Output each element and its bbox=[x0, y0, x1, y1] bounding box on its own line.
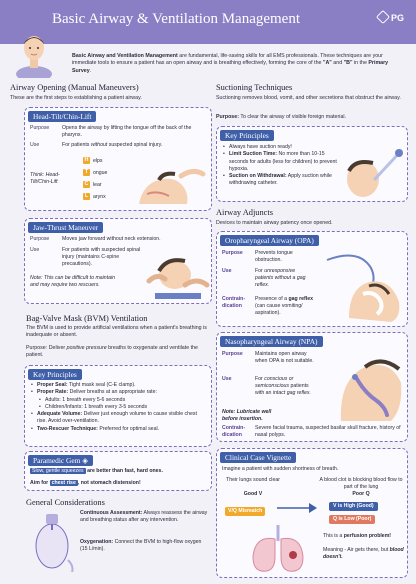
arrow-right-icon bbox=[275, 501, 319, 515]
list-item: • Adequate Volume: Deliver just enough volume to cause visible chest rise. Avoid over-ventilation. bbox=[31, 411, 207, 426]
purpose-label: Purpose bbox=[30, 125, 50, 131]
mnemonic-letter-l: L bbox=[84, 193, 89, 199]
mnemonic-letter-c: C bbox=[84, 181, 89, 187]
use-label: Use bbox=[30, 247, 40, 253]
airway-opening-heading: Airway Opening (Manual Maneuvers) bbox=[10, 83, 139, 92]
card-title: Key Principles bbox=[220, 130, 274, 141]
logo-text: PG bbox=[390, 13, 404, 23]
gem-line-1: Slow, gentle squeezes are better than fast, hard ones. bbox=[32, 468, 163, 474]
bvm-key-principles-card bbox=[24, 365, 212, 447]
list-item: • Suction on Withdrawal: Apply suction while withdrawing catheter. bbox=[223, 173, 339, 188]
opa-card bbox=[216, 231, 408, 327]
list-item: • Two-Rescuer Technique: Preferred for optimal seal. bbox=[31, 426, 207, 433]
mnemonic-letter-t: T bbox=[84, 169, 89, 175]
vq-mismatch-badge: V/Q Mismatch bbox=[225, 507, 265, 516]
use-text: For conscious or semiconscious patients with an intact gag reflex. bbox=[255, 376, 311, 397]
list-item: • Always have suction ready! bbox=[223, 144, 339, 151]
poor-q: Poor Q bbox=[352, 491, 370, 497]
oxygenation: Oxygenation: Connect the BVM to high-flow oxygen (15 L/min). bbox=[80, 539, 202, 553]
mnemonic-word: lear bbox=[93, 182, 102, 188]
head-tilt-illustration bbox=[129, 154, 209, 208]
suctioning-heading: Suctioning Techniques bbox=[216, 83, 293, 92]
good-v: Good V bbox=[243, 491, 263, 497]
mnemonic-word: ongue bbox=[93, 170, 108, 176]
paramedic-gem-card bbox=[24, 451, 212, 491]
general-considerations-heading: General Considerations bbox=[26, 498, 105, 507]
suction-key-principles-card bbox=[216, 126, 408, 202]
card-title: Jaw-Thrust Maneuver bbox=[28, 222, 103, 233]
page-header bbox=[0, 0, 416, 44]
jaw-thrust-illustration bbox=[145, 241, 211, 301]
card-title: Clinical Case Vignette bbox=[220, 452, 296, 463]
bvm-purpose: Purpose: Deliver positive pressure breaths to oxygenate and ventilate the patient. bbox=[26, 345, 198, 359]
gem-icon: ◈ bbox=[82, 456, 88, 465]
npa-note: Note: Lubricate well before insertion. bbox=[222, 409, 272, 423]
bvm-desc: The BVM is used to provide artificial ventilations when a patient's breathing is inadequate or absent. bbox=[26, 325, 207, 339]
head-tilt-chin-lift-card bbox=[24, 107, 212, 211]
list-item: • Children/Infants: 1 breath every 3-5 seconds bbox=[31, 404, 207, 411]
list-item: • Proper Seal: Tight mask seal (C-E clamp). bbox=[31, 382, 207, 389]
use-text: For patients without suspected spinal injury. bbox=[62, 142, 163, 148]
contraindication-label: Contrain-dication bbox=[222, 296, 246, 309]
use-text: For patients with suspected spinal injury (maintains C-spine precautions). bbox=[62, 247, 141, 268]
suction-principles-list bbox=[223, 144, 339, 188]
lungs-illustration bbox=[247, 521, 309, 575]
jaw-thrust-note: Note: This can be difficult to maintain and may require two rescuers. bbox=[30, 275, 116, 289]
diamond-logo-icon bbox=[376, 10, 390, 24]
purpose-text: Moves jaw forward without neck extension. bbox=[62, 236, 161, 242]
v-high-badge: V is High (Good) bbox=[329, 502, 378, 511]
bvm-heading: Bag-Valve Mask (BVM) Ventilation bbox=[26, 314, 148, 323]
card-title: Key Principles bbox=[28, 369, 82, 380]
list-item: • Adults: 1 breath every 5-6 seconds bbox=[31, 397, 207, 404]
case-intro: Imagine a patient with sudden shortness of breath. bbox=[222, 466, 339, 472]
perfusion-problem: This is a perfusion problem! bbox=[323, 533, 392, 539]
perfusion-meaning: Meaning - Air gets there, but blood doesn't. bbox=[323, 547, 404, 561]
purpose-label: Purpose bbox=[222, 351, 243, 357]
purpose-label: Purpose bbox=[30, 236, 50, 242]
blood-clot: A blood clot is blocking blood flow to part of the lung bbox=[319, 477, 403, 491]
suction-illustration bbox=[341, 141, 405, 199]
mnemonic-letter-h: H bbox=[84, 157, 89, 163]
use-label: Use bbox=[222, 376, 232, 382]
bvm-device-illustration bbox=[28, 510, 76, 572]
list-item: • Limit Suction Time: No more than 10-15 seconds for adults (less for children) to prevent hypoxia. bbox=[223, 151, 339, 173]
brand-logo bbox=[378, 12, 404, 24]
patient-avatar-illustration bbox=[14, 30, 54, 78]
card-title: Head-Tilt/Chin-Lift bbox=[28, 111, 96, 122]
purpose-text: Maintains open airway when OPA is not suitable. bbox=[255, 351, 314, 365]
list-item: • Proper Rate: Deliver breaths at an appropriate rate: bbox=[31, 389, 207, 396]
purpose-label: Purpose bbox=[222, 250, 243, 256]
use-text: For unresponsive patients without a gag reflex. bbox=[255, 268, 306, 289]
gem-line-2: Aim for chest rise , not stomach distension! bbox=[30, 480, 141, 486]
card-title: Paramedic Gem ◈ bbox=[28, 455, 93, 466]
lungs-clear: Their lungs sound clear bbox=[226, 477, 280, 483]
contraindication-text: Presence of a gag reflex (can cause vomiting/ aspiration). bbox=[255, 296, 313, 317]
use-label: Use bbox=[30, 142, 40, 148]
q-low-badge: Q is Low (Poor) bbox=[329, 515, 375, 524]
suctioning-desc: Suctioning removes blood, vomit, and other secretions that obstruct the airway. bbox=[216, 95, 401, 101]
intro-paragraph: Basic Airway and Ventilation Management are fundamental, life-saving skills for all EMS professionals. These techniques are your immediate tools to ensure a patient has an open airway and is breathing effectively, forming the core of the "A" and "B" in the Primary Survey. bbox=[72, 53, 389, 74]
clinical-case-card bbox=[216, 448, 408, 578]
continuous-assessment: Continuous Assessment: Always reassess the airway and breathing status after any intervention. bbox=[80, 510, 208, 524]
mnemonic-word: elps bbox=[93, 158, 103, 164]
npa-card bbox=[216, 332, 408, 442]
card-title: Oropharyngeal Airway (OPA) bbox=[220, 235, 319, 246]
use-label: Use bbox=[222, 268, 232, 274]
card-title: Nasopharyngeal Airway (NPA) bbox=[220, 336, 323, 347]
airway-opening-desc: These are the first steps to establishing a patient airway. bbox=[10, 95, 142, 101]
contraindication-label: Contrain-dication bbox=[222, 425, 246, 438]
mnemonic-word: arynx bbox=[93, 194, 106, 200]
airway-adjuncts-desc: Devices to maintain airway patency once opened. bbox=[216, 220, 333, 226]
contraindication-text: Severe facial trauma, suspected basilar skull fracture, history of nasal polyps. bbox=[255, 425, 401, 439]
purpose-text: Prevents tongue obstruction. bbox=[255, 250, 293, 264]
npa-illustration bbox=[321, 349, 405, 423]
mnemonic-think: Think: Head-Tilt/Chin-Lift bbox=[30, 172, 60, 186]
purpose-text: Opens the airway by lifting the tongue off the back of the pharynx. bbox=[62, 125, 192, 139]
jaw-thrust-card bbox=[24, 218, 212, 304]
airway-adjuncts-heading: Airway Adjuncts bbox=[216, 208, 273, 217]
opa-illustration bbox=[319, 248, 405, 324]
suctioning-purpose: Purpose: To clear the airway of visible foreign material. bbox=[216, 114, 347, 120]
bvm-principles-list bbox=[31, 382, 207, 433]
page-title: Basic Airway & Ventilation Management bbox=[52, 11, 301, 27]
